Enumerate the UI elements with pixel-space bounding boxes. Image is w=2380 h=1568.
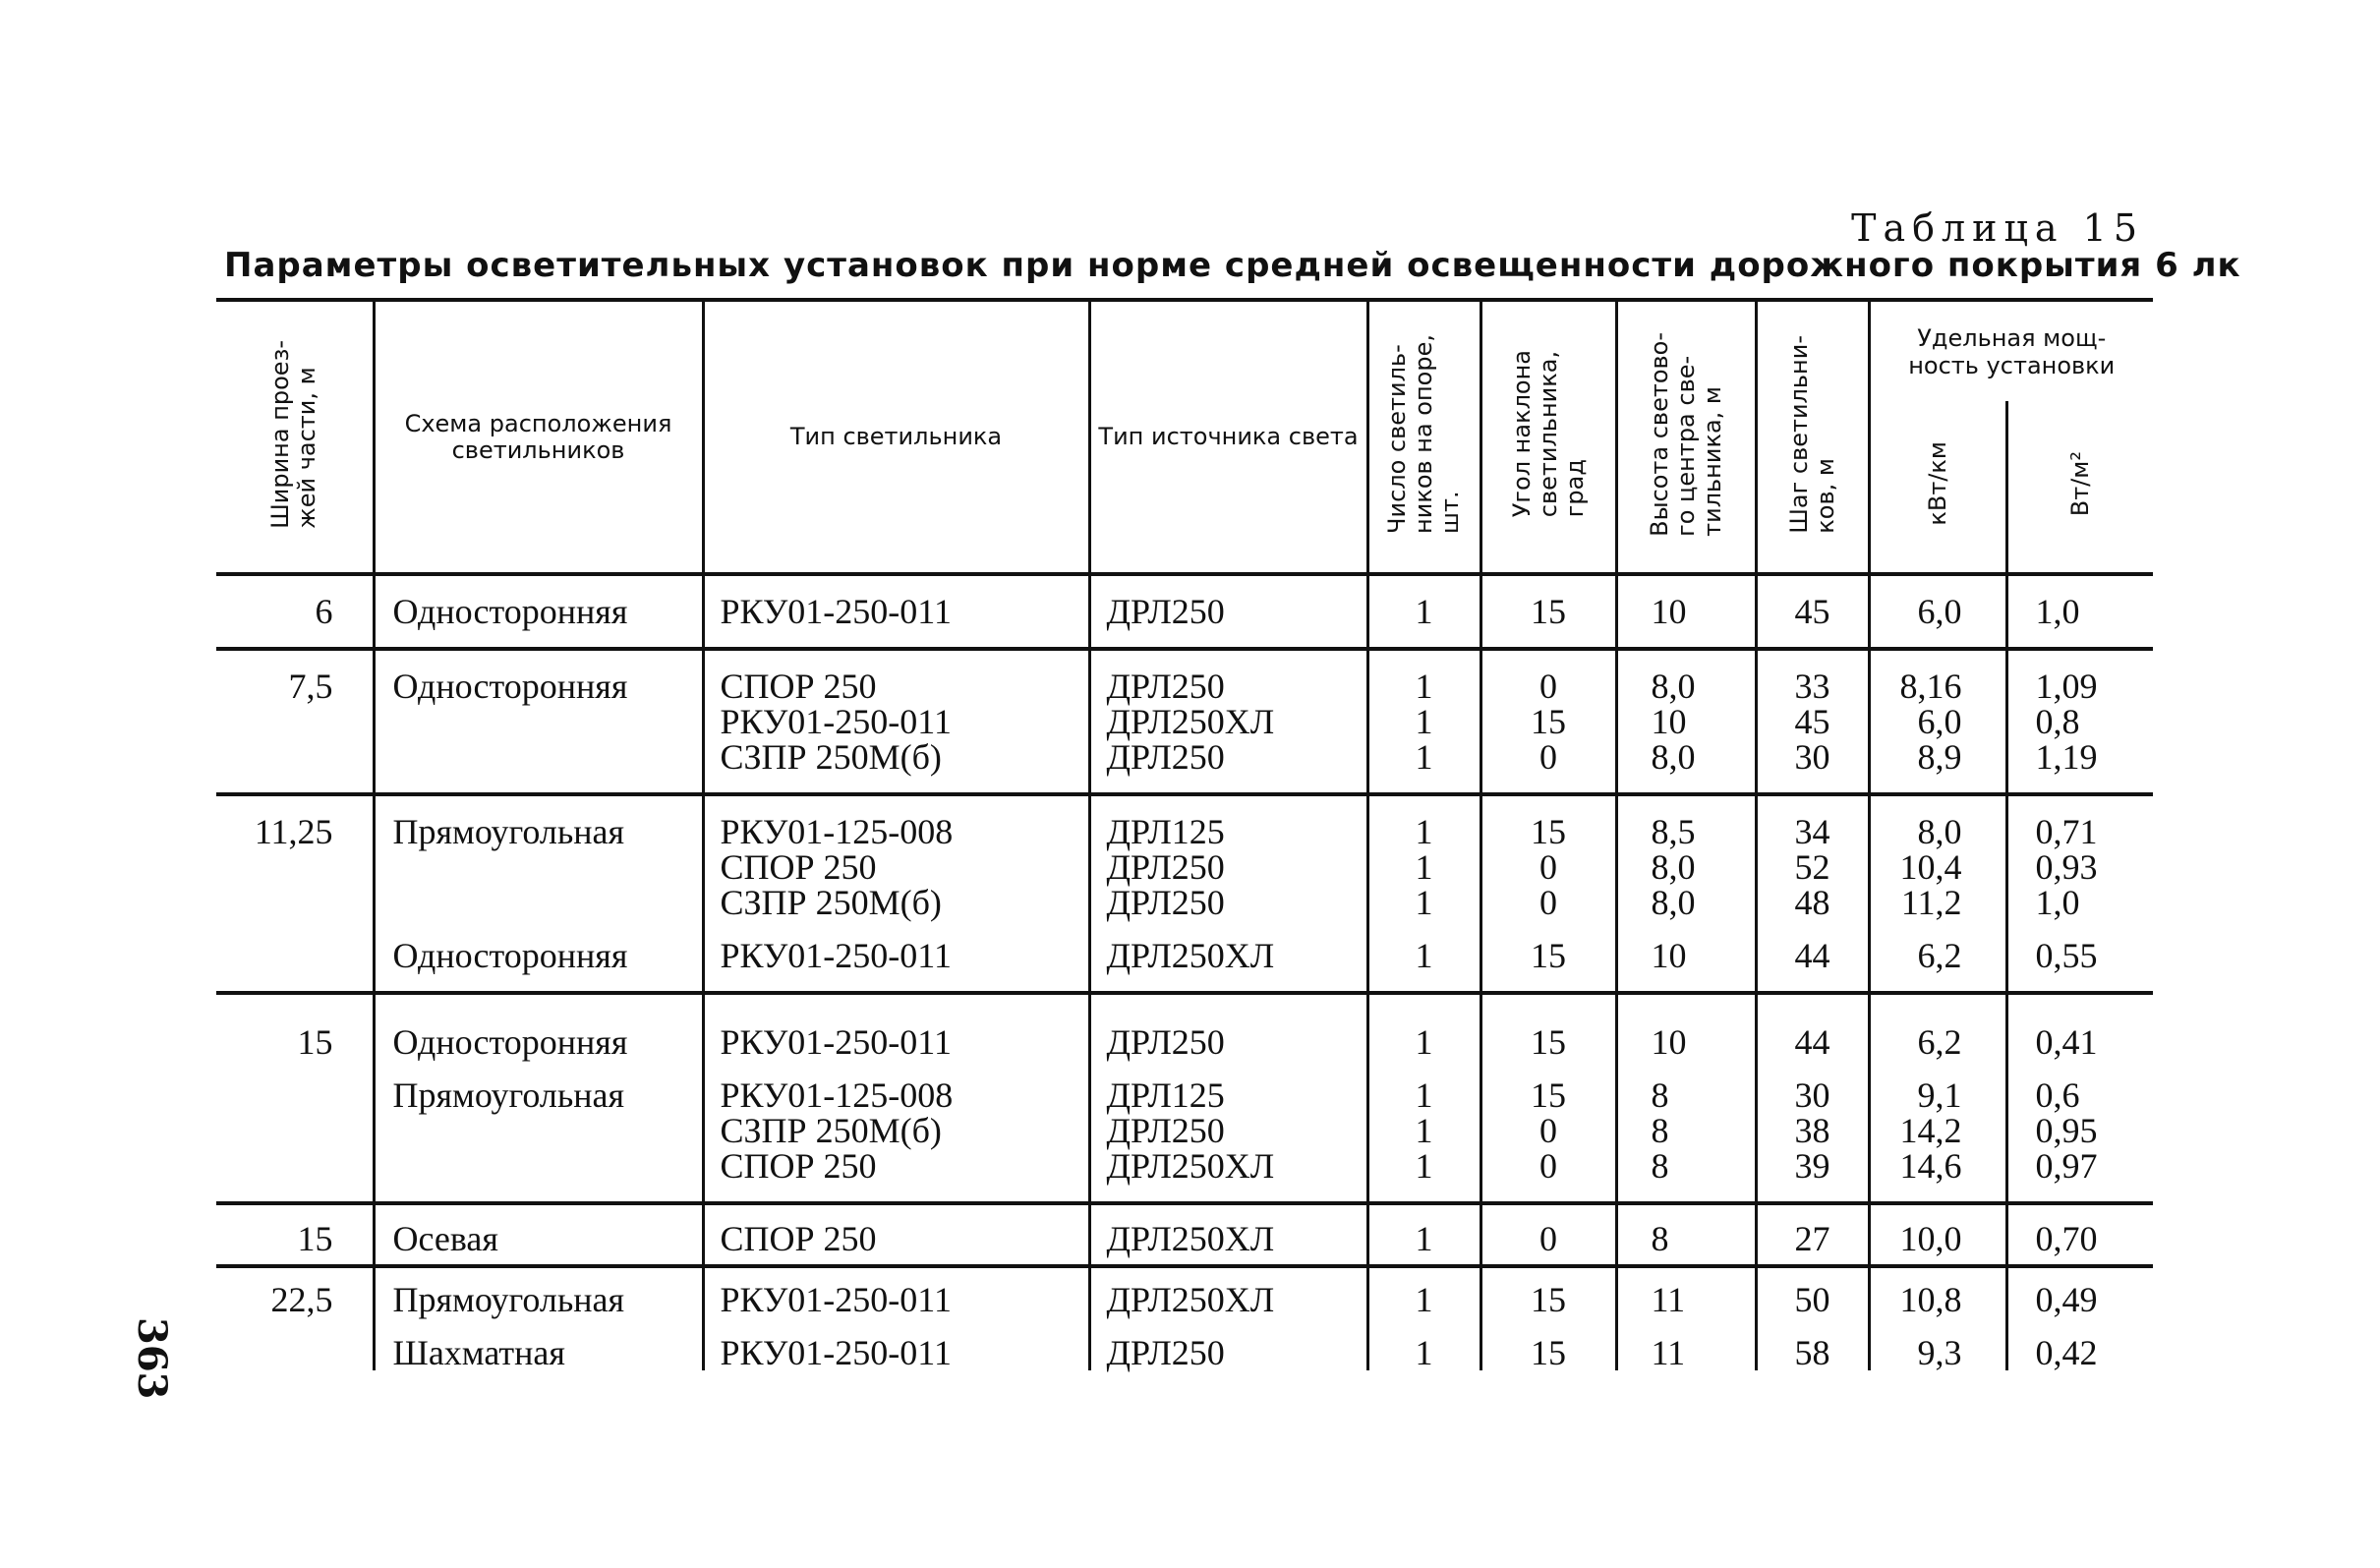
- cell-step: 27: [1756, 1203, 1869, 1266]
- cell-angle: 0: [1480, 849, 1616, 885]
- cell-count: 1: [1367, 649, 1480, 704]
- cell-width: [216, 885, 374, 920]
- cell-source: ДРЛ250ХЛ: [1089, 1266, 1367, 1317]
- cell-source: ДРЛ250: [1089, 649, 1367, 704]
- cell-source: ДРЛ250: [1089, 993, 1367, 1060]
- cell-step: 39: [1756, 1148, 1869, 1203]
- cell-scheme: Односторонняя: [374, 574, 703, 649]
- cell-height: 10: [1616, 704, 1756, 739]
- table-row: [216, 1266, 2153, 1317]
- cell-height: 8,5: [1616, 794, 1756, 849]
- table-row: [216, 993, 2153, 1060]
- cell-w: 0,97: [2006, 1148, 2153, 1203]
- cell-scheme: Односторонняя: [374, 993, 703, 1060]
- cell-lamp: СПОР 250: [703, 1148, 1089, 1203]
- cell-lamp: РКУ01-250-011: [703, 993, 1089, 1060]
- cell-width: 15: [216, 1203, 374, 1266]
- cell-kw: 8,9: [1869, 739, 2006, 794]
- cell-step: 34: [1756, 794, 1869, 849]
- cell-scheme: [374, 1113, 703, 1148]
- cell-kw: 6,0: [1869, 574, 2006, 649]
- cell-kw: 10,4: [1869, 849, 2006, 885]
- cell-source: ДРЛ125: [1089, 1060, 1367, 1113]
- page-number: 363: [129, 1317, 175, 1400]
- cell-height: 8,0: [1616, 885, 1756, 920]
- cell-step: 44: [1756, 993, 1869, 1060]
- cell-step: 33: [1756, 649, 1869, 704]
- cell-scheme: Прямоугольная: [374, 794, 703, 849]
- cell-step: 44: [1756, 920, 1869, 993]
- cell-source: ДРЛ250: [1089, 1113, 1367, 1148]
- cell-lamp: РКУ01-250-011: [703, 574, 1089, 649]
- cell-step: 45: [1756, 704, 1869, 739]
- cell-angle: 0: [1480, 739, 1616, 794]
- cell-kw: 10,0: [1869, 1203, 2006, 1266]
- cell-step: 50: [1756, 1266, 1869, 1317]
- cell-count: 1: [1367, 739, 1480, 794]
- cell-lamp: СЗПР 250М(б): [703, 739, 1089, 794]
- table-row: [216, 1203, 2153, 1266]
- cell-kw: 14,6: [1869, 1148, 2006, 1203]
- cell-step: 45: [1756, 574, 1869, 649]
- table-row: [216, 739, 2153, 794]
- cell-angle: 0: [1480, 649, 1616, 704]
- cell-step: 30: [1756, 1060, 1869, 1113]
- cell-w: 0,70: [2006, 1203, 2153, 1266]
- cell-height: 10: [1616, 993, 1756, 1060]
- cell-angle: 15: [1480, 704, 1616, 739]
- cell-width: 15: [216, 993, 374, 1060]
- table-row: [216, 1060, 2153, 1113]
- cell-w: 1,0: [2006, 574, 2153, 649]
- table-row: [216, 849, 2153, 885]
- cell-width: 11,25: [216, 794, 374, 849]
- cell-width: [216, 704, 374, 739]
- header-power-group: Удельная мощ- ность установки: [1869, 300, 2153, 401]
- cell-w: 1,0: [2006, 885, 2153, 920]
- cell-scheme: [374, 1148, 703, 1203]
- cell-lamp: СЗПР 250М(б): [703, 1113, 1089, 1148]
- table-row: [216, 704, 2153, 739]
- cell-width: [216, 1317, 374, 1370]
- cell-source: ДРЛ125: [1089, 794, 1367, 849]
- cell-angle: 15: [1480, 574, 1616, 649]
- cell-lamp: СПОР 250: [703, 1203, 1089, 1266]
- header-count: Число светиль- ников на опоре, шт.: [1367, 300, 1480, 574]
- cell-angle: 15: [1480, 794, 1616, 849]
- cell-height: 8: [1616, 1148, 1756, 1203]
- cell-w: 0,49: [2006, 1266, 2153, 1317]
- header-w-per-m2: Вт/м²: [2006, 401, 2153, 574]
- cell-width: 22,5: [216, 1266, 374, 1317]
- cell-kw: 11,2: [1869, 885, 2006, 920]
- cell-step: 52: [1756, 849, 1869, 885]
- cell-source: ДРЛ250: [1089, 739, 1367, 794]
- cell-source: ДРЛ250ХЛ: [1089, 1148, 1367, 1203]
- cell-source: ДРЛ250: [1089, 849, 1367, 885]
- cell-kw: 6,0: [1869, 704, 2006, 739]
- cell-lamp: РКУ01-125-008: [703, 1060, 1089, 1113]
- table-row: [216, 1113, 2153, 1148]
- cell-angle: 15: [1480, 1266, 1616, 1317]
- cell-width: [216, 849, 374, 885]
- cell-count: 1: [1367, 849, 1480, 885]
- cell-scheme: [374, 885, 703, 920]
- table-row: [216, 1148, 2153, 1203]
- header-lamp-type: Тип светильника: [703, 300, 1089, 574]
- cell-height: 8,0: [1616, 649, 1756, 704]
- cell-count: 1: [1367, 1203, 1480, 1266]
- cell-w: 0,71: [2006, 794, 2153, 849]
- cell-height: 10: [1616, 574, 1756, 649]
- cell-angle: 15: [1480, 993, 1616, 1060]
- cell-scheme: Односторонняя: [374, 920, 703, 993]
- cell-height: 8,0: [1616, 739, 1756, 794]
- cell-height: 8: [1616, 1203, 1756, 1266]
- cell-kw: 9,1: [1869, 1060, 2006, 1113]
- table-row: [216, 574, 2153, 649]
- cell-step: 48: [1756, 885, 1869, 920]
- cell-width: 7,5: [216, 649, 374, 704]
- cell-w: 0,41: [2006, 993, 2153, 1060]
- cell-angle: 0: [1480, 1203, 1616, 1266]
- cell-kw: 8,0: [1869, 794, 2006, 849]
- cell-angle: 0: [1480, 885, 1616, 920]
- cell-scheme: Односторонняя: [374, 649, 703, 704]
- cell-height: 8: [1616, 1060, 1756, 1113]
- cell-height: 10: [1616, 920, 1756, 993]
- cell-source: ДРЛ250ХЛ: [1089, 704, 1367, 739]
- cell-source: ДРЛ250: [1089, 574, 1367, 649]
- cell-source: ДРЛ250: [1089, 1317, 1367, 1370]
- cell-lamp: СЗПР 250М(б): [703, 885, 1089, 920]
- cell-kw: 10,8: [1869, 1266, 2006, 1317]
- table-row: [216, 920, 2153, 993]
- cell-step: 30: [1756, 739, 1869, 794]
- cell-count: 1: [1367, 1148, 1480, 1203]
- cell-scheme: [374, 849, 703, 885]
- cell-angle: 0: [1480, 1113, 1616, 1148]
- cell-width: 6: [216, 574, 374, 649]
- table-caption: Таблица 15: [1851, 206, 2144, 250]
- cell-count: 1: [1367, 993, 1480, 1060]
- cell-source: ДРЛ250ХЛ: [1089, 1203, 1367, 1266]
- cell-scheme: Шахматная: [374, 1317, 703, 1370]
- cell-source: ДРЛ250: [1089, 885, 1367, 920]
- cell-count: 1: [1367, 1266, 1480, 1317]
- cell-lamp: РКУ01-125-008: [703, 794, 1089, 849]
- cell-lamp: СПОР 250: [703, 649, 1089, 704]
- cell-w: 0,42: [2006, 1317, 2153, 1370]
- cell-step: 38: [1756, 1113, 1869, 1148]
- cell-kw: 8,16: [1869, 649, 2006, 704]
- table-row: [216, 1317, 2153, 1370]
- table-body: [216, 574, 2153, 1370]
- table-row: [216, 794, 2153, 849]
- cell-lamp: РКУ01-250-011: [703, 1317, 1089, 1370]
- cell-w: 0,55: [2006, 920, 2153, 993]
- cell-lamp: СПОР 250: [703, 849, 1089, 885]
- cell-w: 0,8: [2006, 704, 2153, 739]
- cell-w: 1,09: [2006, 649, 2153, 704]
- cell-count: 1: [1367, 920, 1480, 993]
- cell-height: 8,0: [1616, 849, 1756, 885]
- cell-kw: 14,2: [1869, 1113, 2006, 1148]
- cell-count: 1: [1367, 885, 1480, 920]
- cell-scheme: [374, 704, 703, 739]
- cell-angle: 15: [1480, 920, 1616, 993]
- cell-scheme: Прямоугольная: [374, 1266, 703, 1317]
- cell-width: [216, 920, 374, 993]
- header-kw-per-km: кВт/км: [1869, 401, 2006, 574]
- header-width: Ширина проез- жей части, м: [216, 300, 374, 574]
- header-scheme: Схема расположения светильников: [374, 300, 703, 574]
- cell-kw: 6,2: [1869, 993, 2006, 1060]
- cell-height: 11: [1616, 1266, 1756, 1317]
- cell-count: 1: [1367, 1113, 1480, 1148]
- table-title: Параметры осветительных установок при норме средней освещенности дорожного покрытия 6 лк: [224, 246, 2241, 285]
- cell-width: [216, 1148, 374, 1203]
- cell-count: 1: [1367, 1060, 1480, 1113]
- cell-width: [216, 1060, 374, 1113]
- cell-step: 58: [1756, 1317, 1869, 1370]
- cell-angle: 15: [1480, 1060, 1616, 1113]
- cell-angle: 0: [1480, 1148, 1616, 1203]
- header-step: Шаг светильни- ков, м: [1756, 300, 1869, 574]
- cell-w: 0,95: [2006, 1113, 2153, 1148]
- cell-w: 0,6: [2006, 1060, 2153, 1113]
- cell-lamp: РКУ01-250-011: [703, 1266, 1089, 1317]
- cell-count: 1: [1367, 794, 1480, 849]
- cell-count: 1: [1367, 1317, 1480, 1370]
- cell-w: 0,93: [2006, 849, 2153, 885]
- cell-kw: 9,3: [1869, 1317, 2006, 1370]
- cell-count: 1: [1367, 574, 1480, 649]
- header-source-type: Тип источника света: [1089, 300, 1367, 574]
- cell-height: 8: [1616, 1113, 1756, 1148]
- cell-scheme: Прямоугольная: [374, 1060, 703, 1113]
- cell-count: 1: [1367, 704, 1480, 739]
- cell-height: 11: [1616, 1317, 1756, 1370]
- cell-lamp: РКУ01-250-011: [703, 920, 1089, 993]
- header-height: Высота светово- го центра све- тильника, м: [1616, 300, 1756, 574]
- table-row: [216, 649, 2153, 704]
- cell-width: [216, 1113, 374, 1148]
- cell-kw: 6,2: [1869, 920, 2006, 993]
- cell-lamp: РКУ01-250-011: [703, 704, 1089, 739]
- cell-source: ДРЛ250ХЛ: [1089, 920, 1367, 993]
- cell-scheme: [374, 739, 703, 794]
- cell-scheme: Осевая: [374, 1203, 703, 1266]
- cell-angle: 15: [1480, 1317, 1616, 1370]
- table-header: [216, 300, 2153, 574]
- header-angle: Угол наклона светильника, град: [1480, 300, 1616, 574]
- table-row: [216, 885, 2153, 920]
- cell-width: [216, 739, 374, 794]
- cell-w: 1,19: [2006, 739, 2153, 794]
- lighting-parameters-table: [216, 298, 2153, 1370]
